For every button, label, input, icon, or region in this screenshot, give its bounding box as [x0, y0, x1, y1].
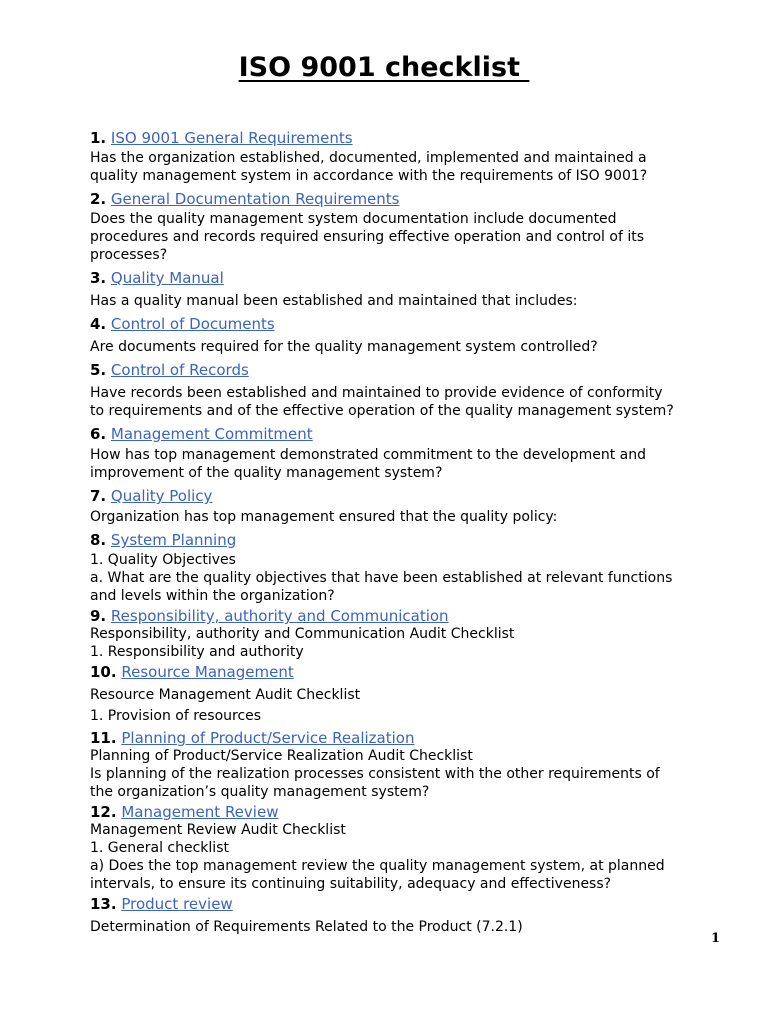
- section-heading: [90, 895, 730, 913]
- section-number: 10.: [90, 663, 117, 681]
- section-text: procedures and records required ensuring effective operation and control of its: [90, 229, 644, 245]
- section-number: 2.: [90, 190, 107, 208]
- section-link[interactable]: General Documentation Requirements: [110, 190, 400, 208]
- section-text: a) Does the top management review the quality management system, at planned: [90, 858, 665, 874]
- section-text: processes?: [90, 247, 168, 263]
- section-text: Management Review Audit Checklist: [90, 822, 346, 838]
- section-heading: [90, 485, 730, 507]
- section-text: Have records been established and maintained to provide evidence of conformity: [90, 385, 663, 401]
- section-text: Is planning of the realization processes consistent with the other requirements of: [90, 766, 660, 782]
- section-text: Has a quality manual been established and maintained that includes:: [90, 293, 578, 309]
- section-link[interactable]: System Planning: [110, 531, 237, 549]
- checklist-section: [90, 267, 730, 310]
- section-text: the organization’s quality management system?: [90, 784, 430, 800]
- checklist-section: [90, 663, 730, 725]
- checklist-section: [90, 485, 730, 526]
- section-link[interactable]: Control of Documents: [110, 315, 275, 333]
- checklist-section: [90, 127, 730, 185]
- checklist-section: [90, 359, 730, 420]
- section-text: to requirements and of the effective operation of the quality management system?: [90, 403, 674, 419]
- page-number: 1: [710, 931, 720, 946]
- section-text: Has the organization established, documented, implemented and maintained a: [90, 150, 647, 166]
- section-link[interactable]: Resource Management: [121, 663, 294, 681]
- section-heading: [90, 529, 730, 551]
- section-text: Does the quality management system documentation include documented: [90, 211, 617, 227]
- section-text: Are documents required for the quality management system controlled?: [90, 339, 598, 355]
- section-link[interactable]: Product review: [121, 895, 233, 913]
- section-heading: [90, 188, 730, 210]
- section-text: and levels within the organization?: [90, 588, 335, 604]
- checklist-section: [90, 607, 730, 661]
- checklist-section: [90, 803, 730, 893]
- section-text: 1. General checklist: [90, 840, 229, 856]
- section-link[interactable]: Responsibility, authority and Communication: [110, 607, 449, 625]
- section-heading: [90, 663, 730, 681]
- page-title: ISO 9001 checklist: [238, 52, 530, 83]
- section-heading: [90, 423, 730, 445]
- section-text: Planning of Product/Service Realization Audit Checklist: [90, 748, 473, 764]
- section-text: quality management system in accordance with the requirements of ISO 9001?: [90, 168, 648, 184]
- section-text: Organization has top management ensured that the quality policy:: [90, 509, 558, 525]
- section-heading: [90, 267, 730, 289]
- section-number: 3.: [90, 269, 107, 287]
- section-text: Responsibility, authority and Communication Audit Checklist: [90, 626, 515, 642]
- section-number: 13.: [90, 895, 117, 913]
- section-number: 9.: [90, 607, 107, 625]
- section-heading: [90, 127, 730, 149]
- section-heading: [90, 607, 730, 625]
- section-number: 1.: [90, 129, 107, 147]
- section-text: intervals, to ensure its continuing suitability, adequacy and effectiveness?: [90, 876, 612, 892]
- section-number: 5.: [90, 361, 107, 379]
- section-number: 11.: [90, 729, 117, 747]
- section-link[interactable]: Planning of Product/Service Realization: [121, 729, 415, 747]
- section-text: 1. Quality Objectives: [90, 552, 236, 568]
- section-link[interactable]: Quality Policy: [110, 487, 213, 505]
- section-link[interactable]: Management Commitment: [110, 425, 313, 443]
- section-link[interactable]: Control of Records: [110, 361, 249, 379]
- section-number: 8.: [90, 531, 107, 549]
- checklist-content: [90, 127, 730, 938]
- section-text: 1. Responsibility and authority: [90, 644, 304, 660]
- section-number: 4.: [90, 315, 107, 333]
- section-link[interactable]: Quality Manual: [110, 269, 224, 287]
- section-text: a. What are the quality objectives that have been established at relevant functions: [90, 570, 673, 586]
- section-link[interactable]: Management Review: [121, 803, 279, 821]
- section-text: 1. Provision of resources: [90, 708, 262, 724]
- section-heading: [90, 359, 730, 381]
- checklist-section: [90, 188, 730, 264]
- section-link[interactable]: ISO 9001 General Requirements: [110, 129, 353, 147]
- section-text: Determination of Requirements Related to the Product (7.2.1): [90, 919, 523, 935]
- checklist-section: [90, 529, 730, 605]
- checklist-section: [90, 313, 730, 356]
- section-text: Resource Management Audit Checklist: [90, 687, 361, 703]
- section-number: 12.: [90, 803, 117, 821]
- checklist-section: [90, 423, 730, 482]
- section-heading: [90, 313, 730, 335]
- section-text: improvement of the quality management system?: [90, 465, 443, 481]
- section-number: 6.: [90, 425, 107, 443]
- section-number: 7.: [90, 487, 107, 505]
- section-text: How has top management demonstrated commitment to the development and: [90, 447, 647, 463]
- section-heading: [90, 803, 730, 821]
- section-heading: [90, 729, 730, 747]
- checklist-section: [90, 729, 730, 801]
- checklist-section: [90, 895, 730, 936]
